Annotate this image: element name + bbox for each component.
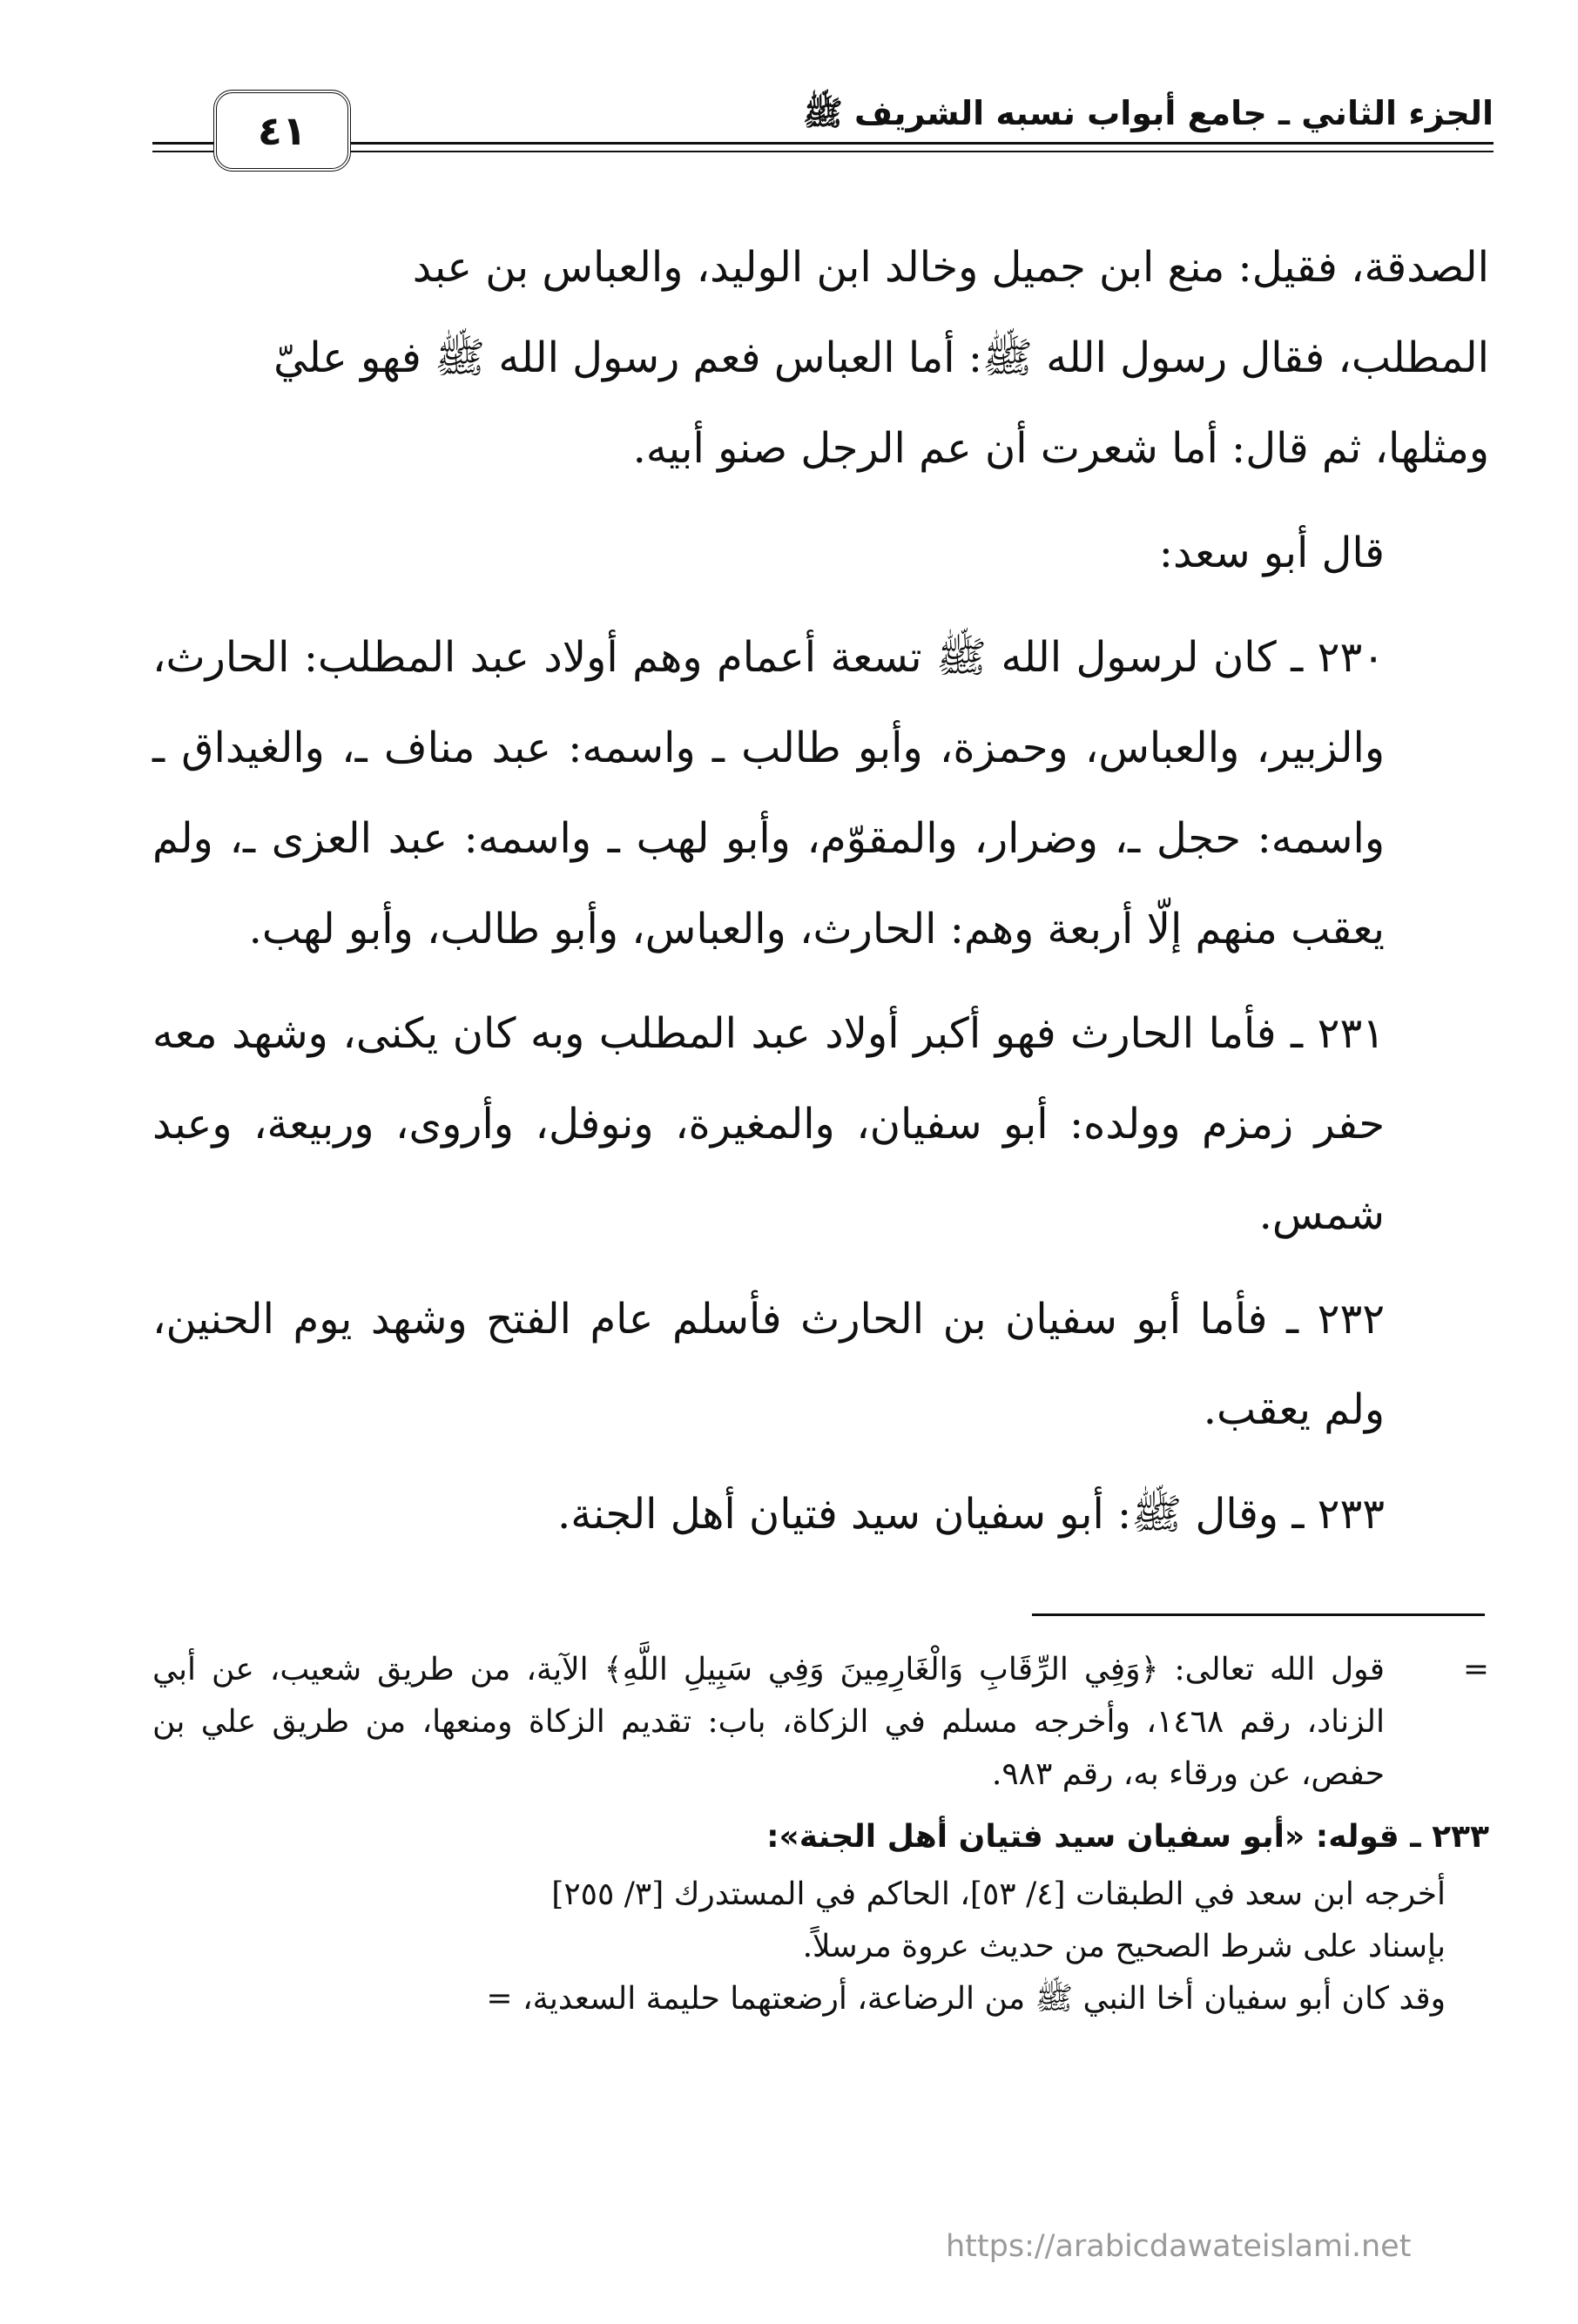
continuation-mark: = — [1462, 1652, 1489, 1687]
footnote-text: قول الله تعالى: ﴿وَفِي الرِّقَابِ وَالْغَارِمِينَ وَفِي سَبِيلِ اللَّهِ﴾ الآية، من طريق شعيب، عن أبي الزناد، رقم ١٤٦٨، وأخرجه مسلم في الزكاة، باب: تقديم الزكاة ومنعها، من طريق علي بن حفص، عن ورقاء به، رقم ٩٨٣. — [152, 1652, 1385, 1792]
paragraph-233: ٢٣٣ ـ وقال ﷺ: أبو سفيان سيد فتيان أهل الجنة. — [557, 1490, 1385, 1539]
paragraph-230: ٢٣٠ ـ كان لرسول الله ﷺ تسعة أعمام وهم أولاد عبد المطلب: الحارث، والزبير، والعباس، وحمزة، وأبو طالب ـ واسمه: عبد مناف ـ، والغيداق ـ واسمه: حجل ـ، وضرار، والمقوّم، وأبو لهب ـ واسمه: عبد العزى ـ، ولم يعقب منهم إلّا أربعة وهم: الحارث، والعباس، وأبو طالب، وأبو لهب. — [152, 633, 1385, 953]
page-header — [152, 83, 1494, 161]
footnote-233-line: وقد كان أبو سفيان أخا النبي ﷺ من الرضاعة، أرضعتهما حليمة السعدية، = — [486, 1981, 1446, 2017]
header-rule-top — [152, 142, 1494, 145]
footnotes — [152, 1644, 1489, 2025]
paragraph-continued — [152, 222, 1489, 494]
main-text — [152, 222, 1489, 1573]
paragraph-232: ٢٣٢ ـ فأما أبو سفيان بن الحارث فأسلم عام الفتح وشهد يوم الحنين، ولم يعقب. — [152, 1295, 1385, 1434]
footnote-233-heading: ٢٣٣ ـ قوله: «أبو سفيان سيد فتيان أهل الجنة»: — [766, 1819, 1489, 1855]
watermark-url: https://arabicdawateislami.net — [946, 2229, 1412, 2264]
footnote-233-line: أخرجه ابن سعد في الطبقات [٤/ ٥٣]، الحاكم في المستدرك [٣/ ٢٥٥] — [551, 1876, 1446, 1912]
paragraph-231: ٢٣١ ـ فأما الحارث فهو أكبر أولاد عبد المطلب وبه كان يكنى، وشهد معه حفر زمزم وولده: أبو سفيان، والمغيرة، ونوفل، وأروى، وربيعة، وعبد شمس. — [152, 1009, 1385, 1239]
paragraph-attribution: قال أبو سعد: — [1158, 529, 1385, 577]
page-number: ٤١ — [213, 90, 351, 172]
footnote-continued — [152, 1644, 1489, 1801]
text-line: ومثلها، ثم قال: أما شعرت أن عم الرجل صنو أبيه. — [632, 424, 1489, 473]
footnote-separator — [1032, 1613, 1485, 1616]
header-rule-bottom — [152, 151, 1494, 152]
text-line: الصدقة، فقيل: منع ابن جميل وخالد ابن الوليد، والعباس بن عبد — [412, 243, 1489, 292]
footnote-233-line: بإسناد على شرط الصحيح من حديث عروة مرسلاً. — [802, 1929, 1446, 1964]
text-line: المطلب، فقال رسول الله ﷺ: أما العباس فعم رسول الله ﷺ فهو عليّ — [273, 333, 1489, 382]
running-title: الجزء الثاني ـ جامع أبواب نسبه الشريف ﷺ — [791, 93, 1494, 141]
